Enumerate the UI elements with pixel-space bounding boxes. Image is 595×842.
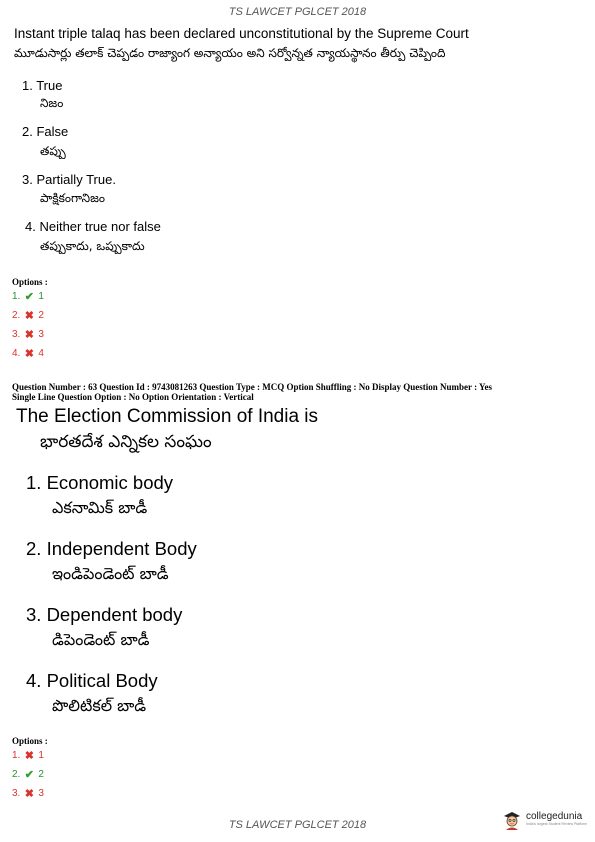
cross-icon: ✖ (24, 348, 34, 360)
collegedunia-logo[interactable] (501, 806, 593, 832)
q2-option-2: 2. Independent Body (26, 538, 197, 559)
question-2-title-telugu: భారతదేశ ఎన్నికల సంఘం (40, 432, 212, 452)
q1-options-heading: Options : (12, 277, 48, 287)
question-1-title: Instant triple talaq has been declared unconstitutional by the Supreme Court (14, 26, 469, 41)
q1-option-3: 3. Partially True. (22, 172, 116, 187)
q1-answer-row (12, 347, 44, 360)
q1-option-2: 2. False (22, 124, 69, 139)
q2-option-4: 4. Political Body (26, 670, 158, 691)
check-icon: ✔ (24, 769, 34, 781)
answer-number: 2. (12, 769, 21, 780)
q1-option-4-telugu: తప్పుకాదు, ఒప్పుకాదు (40, 239, 145, 253)
answer-number: 1. (12, 291, 21, 302)
answer-number: 3. (12, 329, 21, 340)
answer-value: 2 (38, 769, 44, 780)
q2-options-heading: Options : (12, 736, 48, 746)
q1-option-2-telugu: తప్పు (40, 144, 66, 158)
cross-icon: ✖ (24, 750, 34, 762)
q2-answer-row (12, 787, 44, 800)
q2-option-1-telugu: ఎకనామిక్ బాడీ (52, 498, 148, 517)
q2-option-3-telugu: డిపెండెంట్ బాడీ (52, 630, 150, 649)
q1-answer-row (12, 309, 44, 322)
logo-name: collegedunia (526, 810, 583, 822)
q1-option-1-telugu: నిజం (40, 96, 64, 110)
answer-value: 2 (38, 310, 44, 321)
answer-number: 4. (12, 348, 21, 359)
page-footer: TS LAWCET PGLCET 2018 (228, 819, 367, 831)
q2-answer-row (12, 768, 44, 781)
question-2-title: The Election Commission of India is (16, 406, 319, 427)
answer-value: 3 (38, 329, 44, 340)
question-2-meta-line-2: Single Line Question Option : No Option Orientation : Vertical (12, 392, 254, 402)
answer-value: 1 (38, 291, 44, 302)
check-icon: ✔ (24, 291, 34, 303)
answer-value: 4 (38, 348, 44, 359)
q2-option-1: 1. Economic body (26, 472, 174, 493)
question-2-meta-line-1: Question Number : 63 Question Id : 9743081263 Question Type : MCQ Option Shuffling : No Display Question Number : Yes (12, 382, 493, 392)
answer-number: 2. (12, 310, 21, 321)
student-mascot-icon (501, 808, 523, 830)
q2-option-4-telugu: పొలిటికల్ బాడీ (52, 696, 147, 715)
q1-answer-row (12, 328, 44, 341)
q2-option-2-telugu: ఇండిపెండెంట్ బాడీ (52, 564, 169, 583)
answer-number: 3. (12, 788, 21, 799)
answer-number: 1. (12, 750, 21, 761)
cross-icon: ✖ (24, 788, 34, 800)
q2-answer-row (12, 749, 44, 762)
question-1-title-telugu: మూడుసార్లు తలాక్ చెప్పడం రాజ్యాంగ అన్యాయం అని సర్వోన్నత న్యాయస్థానం తీర్పు చెప్పింది (14, 46, 446, 60)
answer-value: 1 (38, 750, 44, 761)
cross-icon: ✖ (24, 329, 34, 341)
answer-value: 3 (38, 788, 44, 799)
q1-option-3-telugu: పాక్షికంగానిజం (40, 191, 105, 205)
cross-icon: ✖ (24, 310, 34, 322)
q1-answer-row (12, 290, 44, 303)
page-header: TS LAWCET PGLCET 2018 (228, 6, 367, 18)
logo-tagline: India's largest Student Review Platform (526, 821, 587, 826)
q1-option-1: 1. True (22, 78, 63, 93)
q2-option-3: 3. Dependent body (26, 604, 183, 625)
q1-option-4: 4. Neither true nor false (25, 219, 161, 234)
